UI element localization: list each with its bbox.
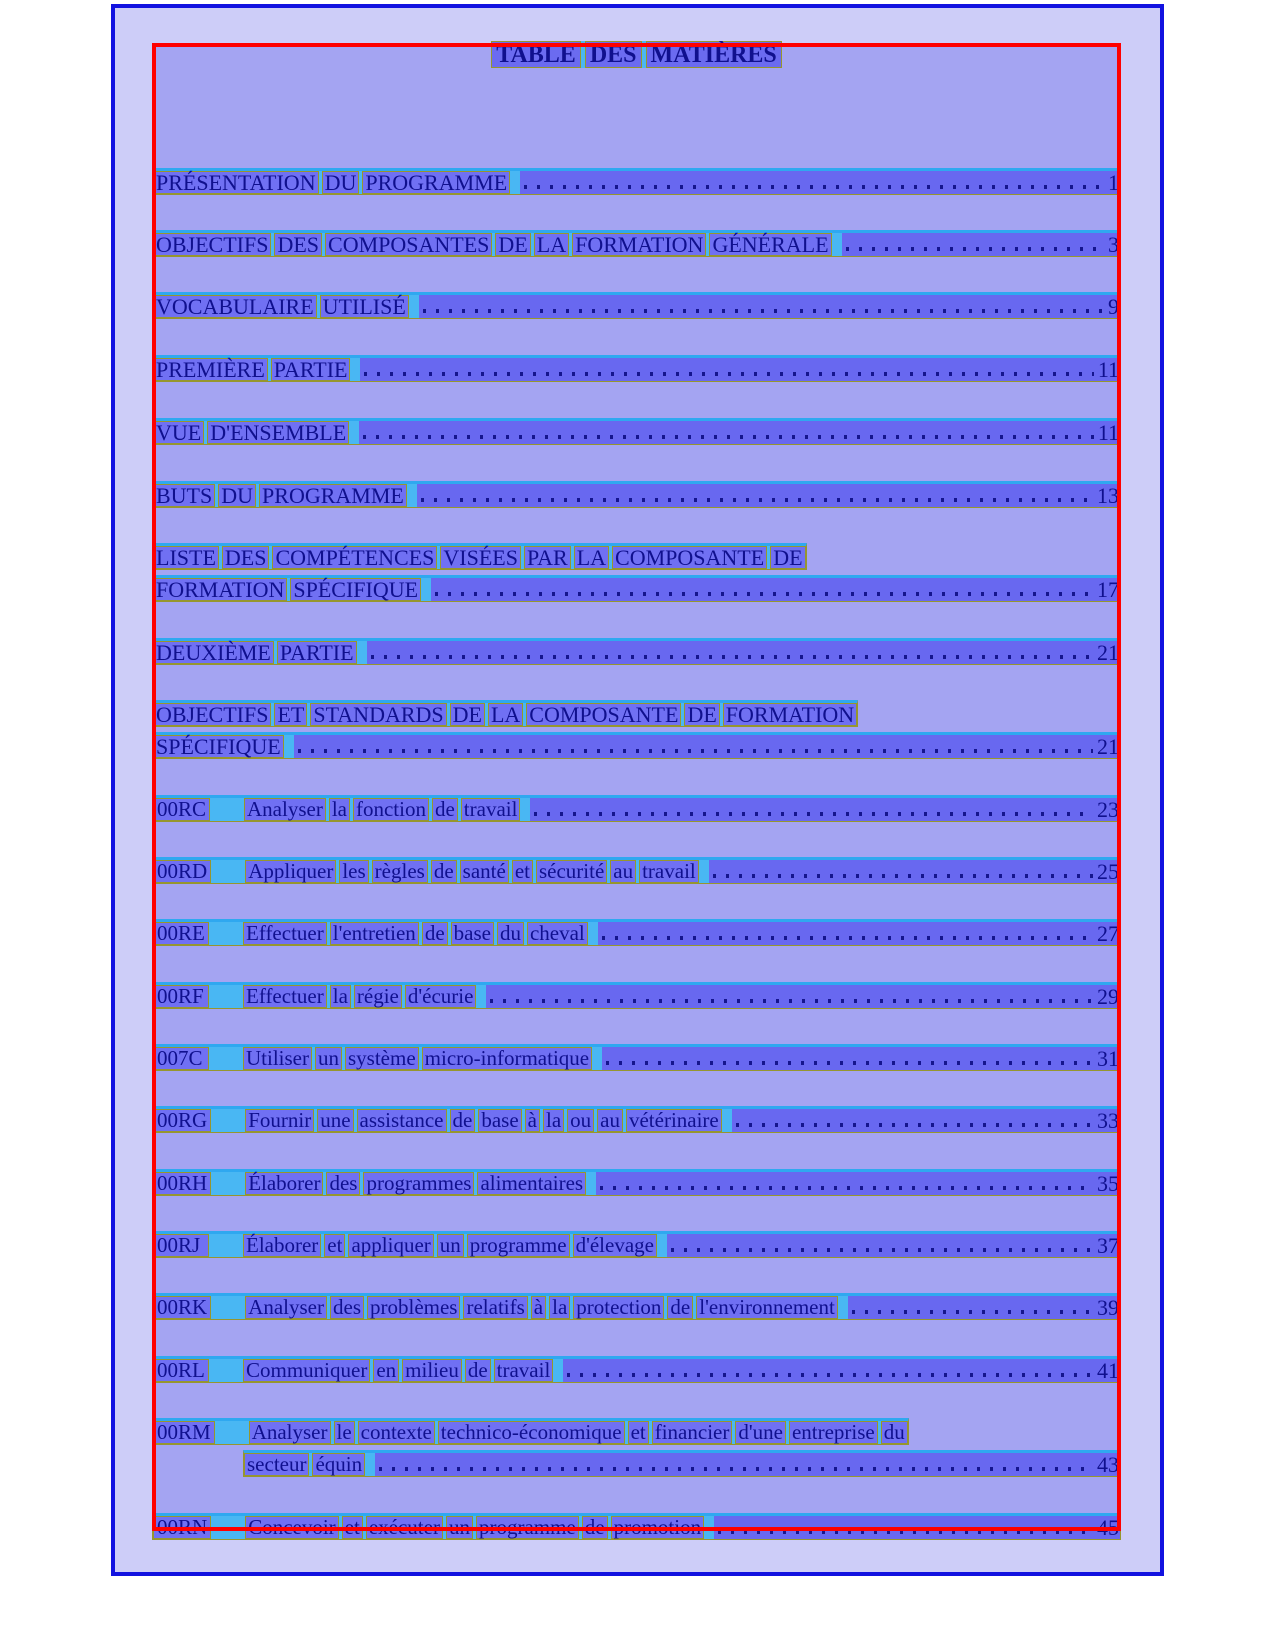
toc-word: technico-économique xyxy=(438,1421,625,1444)
toc-entry-bar xyxy=(152,355,1121,382)
dot-leader xyxy=(736,1123,1093,1127)
page-number: 27 xyxy=(1097,921,1119,946)
toc-word: DU xyxy=(322,171,360,194)
toc-entry-bar xyxy=(152,795,1121,822)
entry-code: 00RM xyxy=(153,1421,215,1444)
toc-title-words xyxy=(491,41,782,68)
entry-text xyxy=(153,703,857,726)
toc-entry-bar xyxy=(152,230,1121,257)
toc-word: programmes xyxy=(363,1172,474,1195)
entry-text xyxy=(245,1516,704,1539)
toc-entry xyxy=(152,638,1121,665)
page-number: 39 xyxy=(1097,1295,1119,1320)
toc-word: protection xyxy=(573,1296,664,1319)
toc-entry-bar xyxy=(152,1418,909,1445)
code-gap xyxy=(211,1516,245,1539)
toc-word: système xyxy=(345,1047,419,1070)
toc-word: Élaborer xyxy=(243,1234,321,1257)
toc-entry-bar xyxy=(152,292,1121,319)
toc-word: travail xyxy=(494,1359,554,1382)
entry-code: 00RG xyxy=(153,1109,211,1132)
toc-entry xyxy=(152,1106,1121,1133)
dot-leader xyxy=(490,999,1093,1003)
entry-code: 00RJ xyxy=(153,1234,209,1257)
toc-word: LA xyxy=(488,703,523,726)
toc-word: D'ENSEMBLE xyxy=(207,421,349,444)
page-number: 11 xyxy=(1097,420,1119,445)
toc-word: et xyxy=(512,860,533,883)
page-number: 11 xyxy=(1097,357,1119,382)
dot-leader xyxy=(435,592,1093,596)
toc-entry xyxy=(152,1356,1121,1383)
toc-word: équin xyxy=(312,1453,365,1476)
toc-word: DES xyxy=(274,233,322,256)
entry-text xyxy=(153,171,510,194)
dot-leader xyxy=(534,812,1093,816)
entry-code: 007C xyxy=(153,1047,209,1070)
entry-text xyxy=(243,1234,657,1257)
toc-title-word: TABLE xyxy=(491,41,581,68)
toc-entry xyxy=(152,1513,1121,1540)
toc-word: COMPOSANTE xyxy=(526,703,681,726)
toc-entry-line2 xyxy=(243,1450,1121,1477)
toc-word: la xyxy=(549,1296,570,1319)
dot-leader xyxy=(524,185,1104,189)
toc-word: régie xyxy=(354,985,402,1008)
toc-word: OBJECTIFS xyxy=(153,233,271,256)
dot-leader xyxy=(298,749,1093,753)
entry-text xyxy=(245,1109,722,1132)
toc-word: ou xyxy=(567,1109,594,1132)
entry-text xyxy=(153,484,407,507)
toc-word: exécuter xyxy=(366,1516,443,1539)
toc-word: base xyxy=(451,922,494,945)
toc-word: promotion xyxy=(611,1516,705,1539)
toc-word: d'élevage xyxy=(573,1234,657,1257)
toc-entry-bar xyxy=(152,481,1121,508)
entry-text xyxy=(245,860,699,883)
dot-leader xyxy=(846,247,1104,251)
page-number: 41 xyxy=(1097,1358,1119,1383)
toc-word: LA xyxy=(534,233,569,256)
toc-entry-bar xyxy=(152,1231,1121,1258)
word-gap xyxy=(657,1234,667,1257)
toc-entry xyxy=(152,1169,1121,1196)
code-gap xyxy=(209,985,243,1008)
word-gap xyxy=(476,985,486,1008)
toc-word: santé xyxy=(460,860,509,883)
toc-word: PREMIÈRE xyxy=(153,358,268,381)
dot-leader xyxy=(606,1061,1093,1065)
toc-word: fonction xyxy=(353,798,429,821)
entry-text xyxy=(245,1296,838,1319)
toc-word: à xyxy=(525,1109,540,1132)
toc-word: VISÉES xyxy=(440,546,521,569)
toc-word: VOCABULAIRE xyxy=(153,295,317,318)
word-gap xyxy=(357,641,367,664)
entry-code: 00RC xyxy=(153,798,210,821)
toc-entry-bar xyxy=(152,857,1121,884)
toc-entry-bar xyxy=(152,638,1121,665)
toc-word: de xyxy=(450,1109,476,1132)
toc-word: et xyxy=(324,1234,345,1257)
toc-word: la xyxy=(329,798,350,821)
toc-word: Effectuer xyxy=(243,985,327,1008)
toc-entry-bar xyxy=(152,1044,1121,1071)
toc-word: Effectuer xyxy=(243,922,327,945)
toc-word: base xyxy=(478,1109,521,1132)
toc-title-word: DES xyxy=(585,41,642,68)
dot-leader xyxy=(371,655,1093,659)
toc-word: en xyxy=(373,1359,399,1382)
toc-word: problèmes xyxy=(367,1296,460,1319)
toc-word: Élaborer xyxy=(245,1172,323,1195)
toc-entry-line1 xyxy=(152,700,858,727)
toc-entry-bar xyxy=(152,1169,1121,1196)
toc-word: à xyxy=(531,1296,546,1319)
toc-entry xyxy=(152,857,1121,884)
toc-entry-bar xyxy=(152,418,1121,445)
page-number: 31 xyxy=(1097,1046,1119,1071)
toc-word: assistance xyxy=(357,1109,447,1132)
toc-entry xyxy=(152,1293,1121,1320)
toc-word: d'une xyxy=(735,1421,786,1444)
toc-word: un xyxy=(315,1047,342,1070)
toc-word: COMPOSANTE xyxy=(612,546,767,569)
toc-entry-line1 xyxy=(152,1418,909,1445)
toc-word: Utiliser xyxy=(243,1047,312,1070)
toc-word: DEUXIÈME xyxy=(153,641,274,664)
toc-word: les xyxy=(339,860,368,883)
toc-word: BUTS xyxy=(153,484,215,507)
page-number: 1 xyxy=(1108,170,1119,195)
entry-text xyxy=(243,922,588,945)
toc-word: de xyxy=(465,1359,491,1382)
toc-word: UTILISÉ xyxy=(320,295,409,318)
word-gap xyxy=(365,1453,375,1476)
word-gap xyxy=(553,1359,563,1382)
toc-word: le xyxy=(334,1421,355,1444)
toc-word: milieu xyxy=(402,1359,462,1382)
toc-title xyxy=(152,41,1121,68)
entry-code: 00RL xyxy=(153,1359,209,1382)
word-gap xyxy=(722,1109,732,1132)
toc-word: au xyxy=(597,1109,623,1132)
toc-word: SPÉCIFIQUE xyxy=(153,735,284,758)
entry-text xyxy=(244,798,520,821)
entry-text xyxy=(153,546,806,569)
toc-word: PROGRAMME xyxy=(259,484,407,507)
dot-leader xyxy=(602,936,1093,940)
code-gap xyxy=(211,860,245,883)
toc-word: OBJECTIFS xyxy=(153,703,271,726)
toc-entry xyxy=(152,795,1121,822)
toc-word: Concevoir xyxy=(245,1516,338,1539)
toc-word: une xyxy=(317,1109,353,1132)
page-number: 29 xyxy=(1097,984,1119,1009)
toc-entry xyxy=(152,1231,1121,1258)
toc-entry-bar xyxy=(243,1450,1121,1477)
toc-word: Fournir xyxy=(245,1109,314,1132)
word-gap xyxy=(350,358,360,381)
toc-word: secteur xyxy=(244,1453,309,1476)
toc-word: cheval xyxy=(527,922,588,945)
code-gap xyxy=(209,1359,243,1382)
toc-word: du xyxy=(497,922,524,945)
toc-word: DES xyxy=(222,546,270,569)
toc-word: du xyxy=(881,1421,908,1444)
page-number: 9 xyxy=(1108,294,1119,319)
page-number: 37 xyxy=(1097,1233,1119,1258)
code-gap xyxy=(211,1296,245,1319)
toc-entry xyxy=(152,355,1121,382)
toc-word: de xyxy=(422,922,448,945)
toc-word: travail xyxy=(461,798,521,821)
toc-entry-line2 xyxy=(152,732,1121,759)
toc-word: PARTIE xyxy=(277,641,357,664)
word-gap xyxy=(832,233,842,256)
toc-word: contexte xyxy=(358,1421,435,1444)
toc-entry-line2 xyxy=(152,575,1121,602)
toc-word: un xyxy=(437,1234,464,1257)
toc-entry-bar xyxy=(152,919,1121,946)
toc-title-word: MATIÈRES xyxy=(646,41,782,68)
toc-word: micro-informatique xyxy=(422,1047,592,1070)
toc-word: GÉNÉRALE xyxy=(709,233,831,256)
toc-word: programme xyxy=(476,1516,579,1539)
toc-word: FORMATION xyxy=(572,233,706,256)
entry-text xyxy=(245,1172,586,1195)
toc-word: ET xyxy=(274,703,307,726)
page-number: 21 xyxy=(1097,640,1119,665)
dot-leader xyxy=(600,1186,1093,1190)
toc-word: DE xyxy=(684,703,719,726)
entry-text xyxy=(153,421,349,444)
dot-leader xyxy=(423,309,1104,313)
page-number: 17 xyxy=(1097,577,1119,602)
entry-text xyxy=(243,1359,553,1382)
toc-word: LISTE xyxy=(153,546,219,569)
toc-word: alimentaires xyxy=(477,1172,586,1195)
toc-word: COMPÉTENCES xyxy=(272,546,437,569)
entry-text xyxy=(243,1047,592,1070)
toc-word: Analyser xyxy=(244,798,326,821)
toc-word: PROGRAMME xyxy=(362,171,510,194)
toc-entry-bar xyxy=(152,543,807,570)
word-gap xyxy=(838,1296,848,1319)
toc-entry-bar xyxy=(152,1293,1121,1320)
entry-code: 00RE xyxy=(153,922,209,945)
toc-word: appliquer xyxy=(348,1234,433,1257)
entry-text xyxy=(153,578,421,601)
toc-word: au xyxy=(610,860,636,883)
toc-entry-bar xyxy=(152,575,1121,602)
entry-code: 00RH xyxy=(153,1172,211,1195)
dot-leader xyxy=(852,1310,1093,1314)
dot-leader xyxy=(364,372,1093,376)
toc-entry-bar xyxy=(152,700,858,727)
page-number: 45 xyxy=(1097,1515,1119,1540)
page-number: 25 xyxy=(1097,859,1119,884)
toc-entry-bar xyxy=(152,1106,1121,1133)
toc-entry-line1 xyxy=(152,543,807,570)
entry-text xyxy=(153,233,832,256)
toc-word: entreprise xyxy=(789,1421,878,1444)
toc-word: et xyxy=(342,1516,363,1539)
toc-word: DE xyxy=(450,703,485,726)
toc-word: DE xyxy=(495,233,530,256)
code-gap xyxy=(211,1172,245,1195)
page-number: 3 xyxy=(1108,232,1119,257)
toc-entry xyxy=(152,919,1121,946)
code-gap xyxy=(209,922,243,945)
page-number: 33 xyxy=(1097,1108,1119,1133)
code-gap xyxy=(211,1109,245,1132)
toc-word: STANDARDS xyxy=(310,703,446,726)
page-number: 43 xyxy=(1097,1452,1119,1477)
toc-entry xyxy=(152,481,1121,508)
toc-word: Appliquer xyxy=(245,860,336,883)
dot-leader xyxy=(567,1373,1093,1377)
toc-word: LA xyxy=(574,546,609,569)
toc-word: des xyxy=(326,1172,360,1195)
entry-text xyxy=(243,985,476,1008)
page-number: 13 xyxy=(1097,483,1119,508)
toc-word: vétérinaire xyxy=(626,1109,722,1132)
toc-entry-bar xyxy=(152,732,1121,759)
toc-word: de xyxy=(432,798,458,821)
entry-text xyxy=(244,1453,365,1476)
word-gap xyxy=(510,171,520,194)
toc-entry xyxy=(152,168,1121,195)
entry-text xyxy=(153,358,350,381)
entry-code: 00RF xyxy=(153,985,209,1008)
toc-word: COMPOSANTES xyxy=(325,233,492,256)
toc-word: sécurité xyxy=(536,860,607,883)
word-gap xyxy=(284,735,294,758)
toc-word: d'écurie xyxy=(405,985,477,1008)
toc-word: la xyxy=(330,985,351,1008)
toc-entry xyxy=(152,418,1121,445)
page-number: 23 xyxy=(1097,797,1119,822)
toc-word: DE xyxy=(770,546,805,569)
toc-word: PARTIE xyxy=(271,358,351,381)
word-gap xyxy=(588,922,598,945)
dot-leader xyxy=(713,874,1093,878)
dot-leader xyxy=(363,435,1094,439)
entry-text xyxy=(153,735,284,758)
code-gap xyxy=(209,1234,243,1257)
word-gap xyxy=(349,421,359,444)
entry-text xyxy=(153,641,357,664)
toc-word: l'environnement xyxy=(696,1296,838,1319)
word-gap xyxy=(407,484,417,507)
dot-leader xyxy=(421,498,1093,502)
toc-entry-bar xyxy=(152,1513,1121,1540)
toc-word: Analyser xyxy=(249,1421,331,1444)
toc-word: des xyxy=(330,1296,364,1319)
toc-word: de xyxy=(582,1516,608,1539)
toc-word: de xyxy=(667,1296,693,1319)
toc-word: PRÉSENTATION xyxy=(153,171,319,194)
toc-entry-bar xyxy=(152,168,1121,195)
entry-code: 00RD xyxy=(153,860,211,883)
toc-word: FORMATION xyxy=(153,578,287,601)
toc-entry xyxy=(152,1044,1121,1071)
code-gap xyxy=(215,1421,249,1444)
entry-code: 00RN xyxy=(153,1516,211,1539)
toc-word: un xyxy=(446,1516,473,1539)
word-gap xyxy=(592,1047,602,1070)
word-gap xyxy=(699,860,709,883)
toc-word: Analyser xyxy=(245,1296,327,1319)
entry-text xyxy=(153,295,409,318)
page-number: 35 xyxy=(1097,1171,1119,1196)
toc-entry-bar xyxy=(152,1356,1121,1383)
word-gap xyxy=(704,1516,714,1539)
toc-entry xyxy=(152,230,1121,257)
code-gap xyxy=(210,798,244,821)
toc-word: VUE xyxy=(153,421,204,444)
word-gap xyxy=(421,578,431,601)
toc-word: SPÉCIFIQUE xyxy=(290,578,421,601)
entry-text xyxy=(249,1421,908,1444)
toc-entry xyxy=(152,982,1121,1009)
word-gap xyxy=(520,798,530,821)
toc-word: l'entretien xyxy=(330,922,419,945)
toc-word: DU xyxy=(218,484,256,507)
toc-word: financier xyxy=(652,1421,733,1444)
word-gap xyxy=(409,295,419,318)
dot-leader xyxy=(718,1530,1093,1534)
toc-word: programme xyxy=(467,1234,570,1257)
dot-leader xyxy=(379,1467,1093,1471)
toc-word: PAR xyxy=(524,546,571,569)
toc-word: et xyxy=(628,1421,649,1444)
toc-word: de xyxy=(431,860,457,883)
code-gap xyxy=(209,1047,243,1070)
toc-word: travail xyxy=(639,860,699,883)
toc-word: Communiquer xyxy=(243,1359,370,1382)
entry-code: 00RK xyxy=(153,1296,211,1319)
toc-entry xyxy=(152,292,1121,319)
toc-word: relatifs xyxy=(463,1296,527,1319)
toc-word: FORMATION xyxy=(723,703,857,726)
dot-leader xyxy=(671,1248,1093,1252)
page-number: 21 xyxy=(1097,734,1119,759)
word-gap xyxy=(586,1172,596,1195)
toc-word: la xyxy=(543,1109,564,1132)
toc-word: règles xyxy=(372,860,428,883)
toc-entry-bar xyxy=(152,982,1121,1009)
